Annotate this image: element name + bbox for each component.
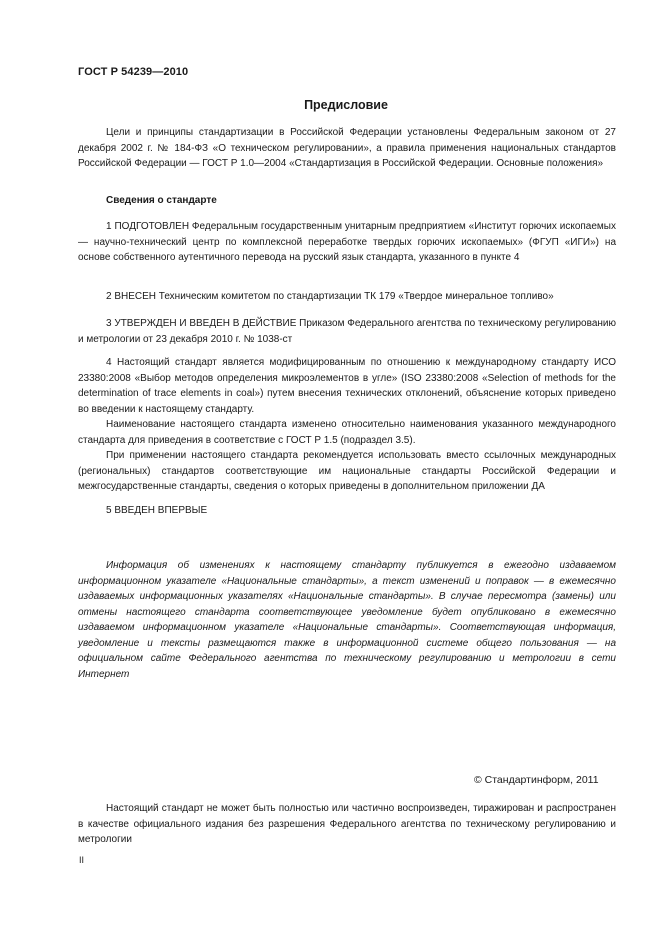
item-prepared: 1 ПОДГОТОВЛЕН Федеральным государственным унитарным предприятием «Институт горючих ископаемых — научно-технический центр по комплексной переработке твердых горючих ископаемых» (ФГУП «ИГИ») на основе собственного аутентичного перевода на русский язык стандарта, указанного в пункте 4 [78,221,616,263]
item-references: При применении настоящего стандарта рекомендуется использовать вместо ссылочных международных (региональных) стандартов соответствующие им национальные стандарты Российской Федерации и межгосударственные стандарты, сведения о которых приведены в дополнительном приложении ДА [78,450,616,492]
page-number: II [79,855,85,865]
page-title: Предисловие [304,98,388,112]
item-modified-standard: 4 Настоящий стандарт является модифицированным по отношению к международному стандарту ИСО 23380:2008 «Выбор методов определения микроэлементов в угле» (ISO 23380:2008 «Selection of methods for the determination of trace elements in coal») путем внесения технических отклонений, объяснение которых приведено во введении к настоящему стандарту. [78,357,616,415]
changes-notice: Информация об изменениях к настоящему стандарту публикуется в ежегодно издаваемом информационном указателе «Национальные стандарты», а текст изменений и поправок — в ежемесячно издаваемых информационных указателях «Национальные стандарты». В случае пересмотра (замены) или отмены настоящего стандарта соответствующее уведомление будет опубликовано в ежемесячно издаваемом информационном указателе «Национальные стандарты». Соответствующая информация, уведомление и тексты размещаются также в информационной системе общего пользования — на официальном сайте Федерального агентства по техническому регулированию и метрологии в сети Интернет [78,560,616,680]
item-introduced-by: 2 ВНЕСЕН Техническим комитетом по стандартизации ТК 179 «Твердое минеральное топливо» [106,291,554,302]
copyright: © Стандартинформ, 2011 [474,774,599,786]
document-code: ГОСТ Р 54239—2010 [78,66,189,78]
section-subheading: Сведения о стандарте [106,195,217,206]
item-approved: 3 УТВЕРЖДЕН И ВВЕДЕН В ДЕЙСТВИЕ Приказом Федерального агентства по техническому регулированию и метрологии от 23 декабря 2010 г. № 1038-ст [78,318,616,345]
rights-notice: Настоящий стандарт не может быть полностью или частично воспроизведен, тиражирован и распространен в качестве официального издания без разрешения Федерального агентства по техническому регулированию и метрологии [78,803,616,845]
intro-paragraph: Цели и принципы стандартизации в Российской Федерации установлены Федеральным законом от 27 декабря 2002 г. № 184-ФЗ «О техническом регулировании», а правила применения национальных стандартов Российской Федерации — ГОСТ Р 1.0—2004 «Стандартизация в Российской Федерации. Основные положения» [78,127,616,169]
item-first-introduced: 5 ВВЕДЕН ВПЕРВЫЕ [106,505,208,516]
item-name-changed: Наименование настоящего стандарта изменено относительно наименования указанного международного стандарта для приведения в соответствие с ГОСТ Р 1.5 (подраздел 3.5). [78,419,616,446]
